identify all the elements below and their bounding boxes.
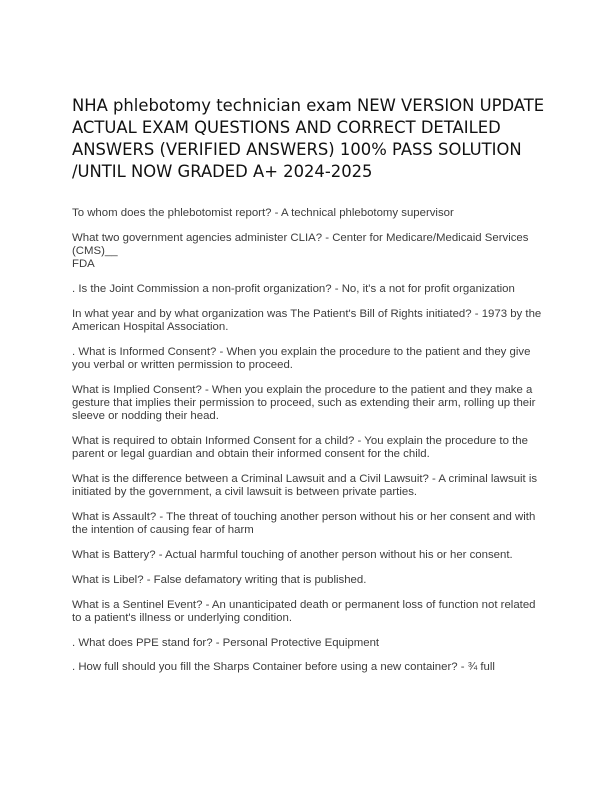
qa-item: What is Implied Consent? - When you explain the procedure to the patient and they make a gesture that implies their permission to proceed, such as extending their arm, rolling up their sleeve or nodding their head.: [72, 383, 539, 423]
qa-item: . How full should you fill the Sharps Container before using a new container? - ¾ full: [72, 661, 495, 674]
qa-item: In what year and by what organization was The Patient's Bill of Rights initiated? - 1973 by the American Hospital Association.: [72, 307, 544, 333]
qa-item: . What is Informed Consent? - When you explain the procedure to the patient and they give you verbal or written permission to proceed.: [72, 345, 534, 371]
qa-item: What is Assault? - The threat of touching another person without his or her consent and with the intention of causing fear of harm: [72, 511, 539, 537]
document-title: NHA phlebotomy technician exam NEW VERSION UPDATE ACTUAL EXAM QUESTIONS AND CORRECT DETAILED ANSWERS (VERIFIED ANSWERS) 100% PASS SOLUTION /UNTIL NOW GRADED A+ 2024-2025: [72, 96, 545, 181]
qa-list: [72, 207, 548, 686]
qa-item: . Is the Joint Commission a non-profit organization? - No, it's a not for profit organization: [72, 283, 515, 295]
qa-item: What is a Sentinel Event? - An unanticipated death or permanent loss of function not related to a patient's illness or underlying condition.: [72, 598, 539, 624]
qa-item: What is Battery? - Actual harmful touching of another person without his or her consent.: [72, 549, 513, 561]
qa-item: What is required to obtain Informed Consent for a child? - You explain the procedure to the parent or legal guardian and obtain their informed consent for the child.: [72, 435, 532, 461]
qa-item: . What does PPE stand for? - Personal Protective Equipment: [72, 636, 380, 649]
qa-item: What is Libel? - False defamatory writing that is published.: [72, 573, 367, 586]
qa-item: What two government agencies administer CLIA? - Center for Medicare/Medicaid Services (CMS)__ FDA: [72, 231, 529, 271]
qa-item: To whom does the phlebotomist report? - A technical phlebotomy supervisor: [72, 207, 454, 219]
qa-item: What is the difference between a Criminal Lawsuit and a Civil Lawsuit? - A criminal lawsuit is initiated by the government, a civil lawsuit is between private parties.: [72, 473, 541, 499]
